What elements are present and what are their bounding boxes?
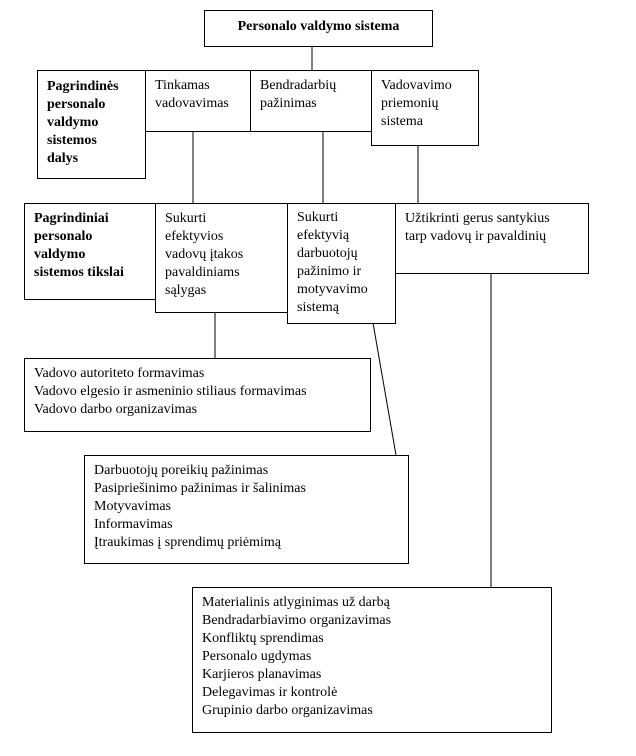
measure-line: Bendradarbiavimo organizavimas — [202, 613, 392, 628]
measure-line: Darbuotojų poreikių pažinimas — [94, 463, 269, 478]
goal-text-3: Užtikrinti gerus santykius tarp vadovų ir pavaldinių — [405, 211, 550, 244]
part-text-1: Tinkamas vadovavimas — [155, 78, 229, 111]
measure-line: Įtraukimas į sprendimų priėmimą — [94, 535, 282, 550]
measure-line: Delegavimas ir kontrolė — [202, 685, 338, 700]
part-box-1 — [145, 70, 251, 132]
parts-heading-text: Pagrindinės personalo valdymo sistemos dalys — [47, 79, 119, 166]
goals-heading-box — [24, 203, 156, 300]
measure-line: Konfliktų sprendimas — [202, 631, 324, 646]
measure-line: Personalo ugdymas — [202, 649, 312, 664]
parts-heading-box — [37, 70, 146, 179]
measure-line: Informavimas — [94, 517, 173, 532]
measure-line: Motyvavimas — [94, 499, 171, 514]
measure-box-3 — [192, 587, 552, 733]
measure-line: Vadovo elgesio ir asmeninio stiliaus formavimas — [34, 384, 307, 399]
measure-line: Materialinis atlyginimas už darbą — [202, 595, 390, 610]
connector-goal2-measure2 — [373, 323, 396, 455]
measure-line: Grupinio darbo organizavimas — [202, 703, 373, 718]
goal-box-1 — [155, 203, 288, 313]
measure-line: Vadovo autoriteto formavimas — [34, 366, 205, 381]
goal-text-2: Sukurti efektyvią darbuotojų pažinimo ir motyvavimo sistemą — [297, 210, 368, 315]
measure-line: Karjieros planavimas — [202, 667, 322, 682]
measure-line: Vadovo darbo organizavimas — [34, 402, 198, 417]
part-box-3 — [371, 70, 479, 146]
goals-heading-text: Pagrindiniai personalo valdymo sistemos tikslai — [34, 211, 124, 280]
measure-line: Pasipriešinimo pažinimas ir šalinimas — [94, 481, 306, 496]
part-text-3: Vadovavimo priemonių sistema — [381, 78, 452, 129]
part-text-2: Bendradarbių pažinimas — [260, 78, 337, 111]
goal-box-2 — [287, 203, 396, 324]
measure-box-2 — [84, 455, 409, 564]
part-box-2 — [250, 70, 372, 132]
goal-box-3 — [395, 203, 589, 274]
goal-text-1: Sukurti efektyvios vadovų įtakos pavaldiniams sąlygas — [165, 211, 244, 298]
measure-box-1 — [24, 358, 371, 432]
diagram-title — [204, 10, 433, 47]
diagram-title-text: Personalo valdymo sistema — [237, 19, 400, 34]
